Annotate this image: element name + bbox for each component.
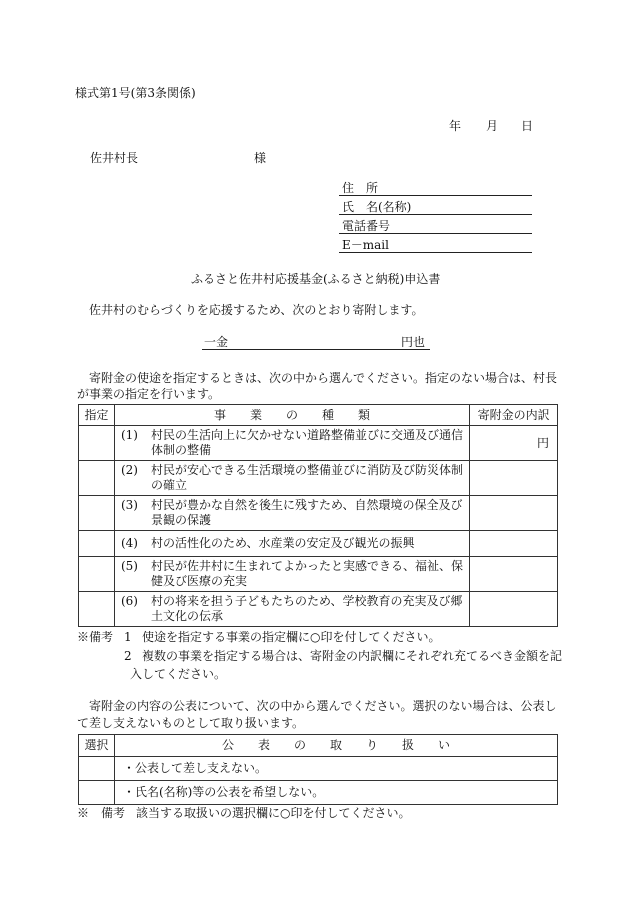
item-number: (2) <box>120 463 138 477</box>
designation-cell[interactable] <box>79 557 115 592</box>
name-field[interactable] <box>339 214 532 215</box>
project-text-line1: 村の活性化のため、水産業の安定及び観光の振興 <box>150 536 415 550</box>
project-cell <box>114 496 469 531</box>
header-select: 選択 <box>79 735 115 757</box>
breakdown-cell[interactable] <box>470 426 558 461</box>
table-row <box>79 557 558 592</box>
breakdown-cell[interactable] <box>470 557 558 592</box>
note-number: 1 <box>124 630 132 644</box>
item-number: (4) <box>120 536 138 550</box>
project-text-line2: 健及び医療の充実 <box>150 574 247 588</box>
notes-label: ※備考 <box>77 630 114 644</box>
item-number: (3) <box>120 498 138 512</box>
phone-field[interactable] <box>339 233 532 234</box>
form-label: 様式第1号(第3条関係) <box>75 86 196 100</box>
project-text-line1: 村民が豊かな自然を後生に残すため、自然環境の保全及び <box>150 498 463 512</box>
usage-instruction-line2: が事業の指定を行います。 <box>77 387 221 401</box>
select-cell[interactable] <box>79 757 115 781</box>
amount-field[interactable] <box>202 349 430 350</box>
header-designation: 指定 <box>79 405 115 426</box>
project-text-line1: 村民の生活向上に欠かせない道路整備並びに交通及び通信 <box>150 428 463 442</box>
project-cell <box>114 592 469 627</box>
header-disclosure-handling: 公 表 の 取 り 扱 い <box>114 735 557 757</box>
breakdown-cell[interactable] <box>470 531 558 557</box>
project-cell <box>114 557 469 592</box>
email-label: E－mail <box>342 238 389 252</box>
address-field[interactable] <box>339 195 532 196</box>
addressee-name: 佐井村長 <box>90 151 139 165</box>
document-title: ふるさと佐井村応援基金(ふるさと納税)申込書 <box>191 272 441 286</box>
email-field[interactable] <box>339 252 532 253</box>
notes2-text: 該当する取扱いの選択欄に○印を付してください。 <box>136 806 411 820</box>
name-label: 氏 名(名称) <box>342 200 412 214</box>
designation-cell[interactable] <box>79 496 115 531</box>
item-number: (6) <box>120 594 138 608</box>
table-row <box>79 461 558 496</box>
project-text-line1: 村民が安心できる生活環境の整備並びに消防及び防災体制 <box>150 463 463 477</box>
note-text-continued: 入してください。 <box>130 667 227 681</box>
disclosure-instruction-line2: て差し支えないものとして取り扱います。 <box>77 716 305 730</box>
header-breakdown: 寄附金の内訳 <box>470 405 558 426</box>
usage-table <box>78 404 558 627</box>
disclosure-option: ・氏名(名称)等の公表を希望しない。 <box>114 781 557 805</box>
disclosure-table <box>78 734 558 805</box>
table-row <box>79 531 558 557</box>
date-day-label: 日 <box>521 119 534 133</box>
notes2-label: ※ 備考 <box>77 806 126 820</box>
designation-cell[interactable] <box>79 426 115 461</box>
breakdown-cell[interactable] <box>470 496 558 531</box>
breakdown-cell[interactable] <box>470 461 558 496</box>
date-month-label: 月 <box>486 119 499 133</box>
breakdown-cell[interactable] <box>470 592 558 627</box>
project-text-line2: の確立 <box>150 478 187 492</box>
designation-cell[interactable] <box>79 531 115 557</box>
table-row <box>79 426 558 461</box>
phone-label: 電話番号 <box>342 219 391 233</box>
header-project-type: 事 業 の 種 類 <box>114 405 469 426</box>
disclosure-instruction-line1: 寄附金の内容の公表について、次の中から選んでください。選択のない場合は、公表し <box>89 699 557 713</box>
note-text: 複数の事業を指定する場合は、寄附金の内訳欄にそれぞれ充てるべき金額を記 <box>142 649 563 663</box>
project-text-line1: 村民が佐井村に生まれてよかったと実感できる、福祉、保 <box>150 559 463 573</box>
note-number: 2 <box>124 649 132 663</box>
project-cell <box>114 531 469 557</box>
date-year-label: 年 <box>449 119 462 133</box>
project-text-line2: 土文化の伝承 <box>150 609 223 623</box>
item-number: (5) <box>120 559 138 573</box>
currency-unit: 円 <box>536 435 549 450</box>
project-text-line2: 景観の保護 <box>150 513 211 527</box>
amount-prefix: 一金 <box>204 335 229 349</box>
select-cell[interactable] <box>79 781 115 805</box>
addressee-honorific: 様 <box>254 151 267 165</box>
disclosure-option: ・公表して差し支えない。 <box>114 757 557 781</box>
amount-suffix: 円也 <box>401 335 426 349</box>
project-text-line1: 村の将来を担う子どもたちのため、学校教育の充実及び郷 <box>150 594 463 608</box>
designation-cell[interactable] <box>79 592 115 627</box>
table-row <box>79 757 558 781</box>
project-cell <box>114 426 469 461</box>
table-row <box>79 496 558 531</box>
project-text-line2: 体制の整備 <box>150 443 211 457</box>
item-number: (1) <box>120 428 138 442</box>
table-row <box>79 592 558 627</box>
note-text: 使途を指定する事業の指定欄に○印を付してください。 <box>142 630 441 644</box>
address-label: 住 所 <box>342 181 379 195</box>
table-row <box>79 781 558 805</box>
project-cell <box>114 461 469 496</box>
designation-cell[interactable] <box>79 461 115 496</box>
intro-text: 佐井村のむらづくりを応援するため、次のとおり寄附します。 <box>89 303 424 317</box>
usage-instruction-line1: 寄附金の使途を指定するときは、次の中から選んでください。指定のない場合は、村長 <box>89 371 558 385</box>
